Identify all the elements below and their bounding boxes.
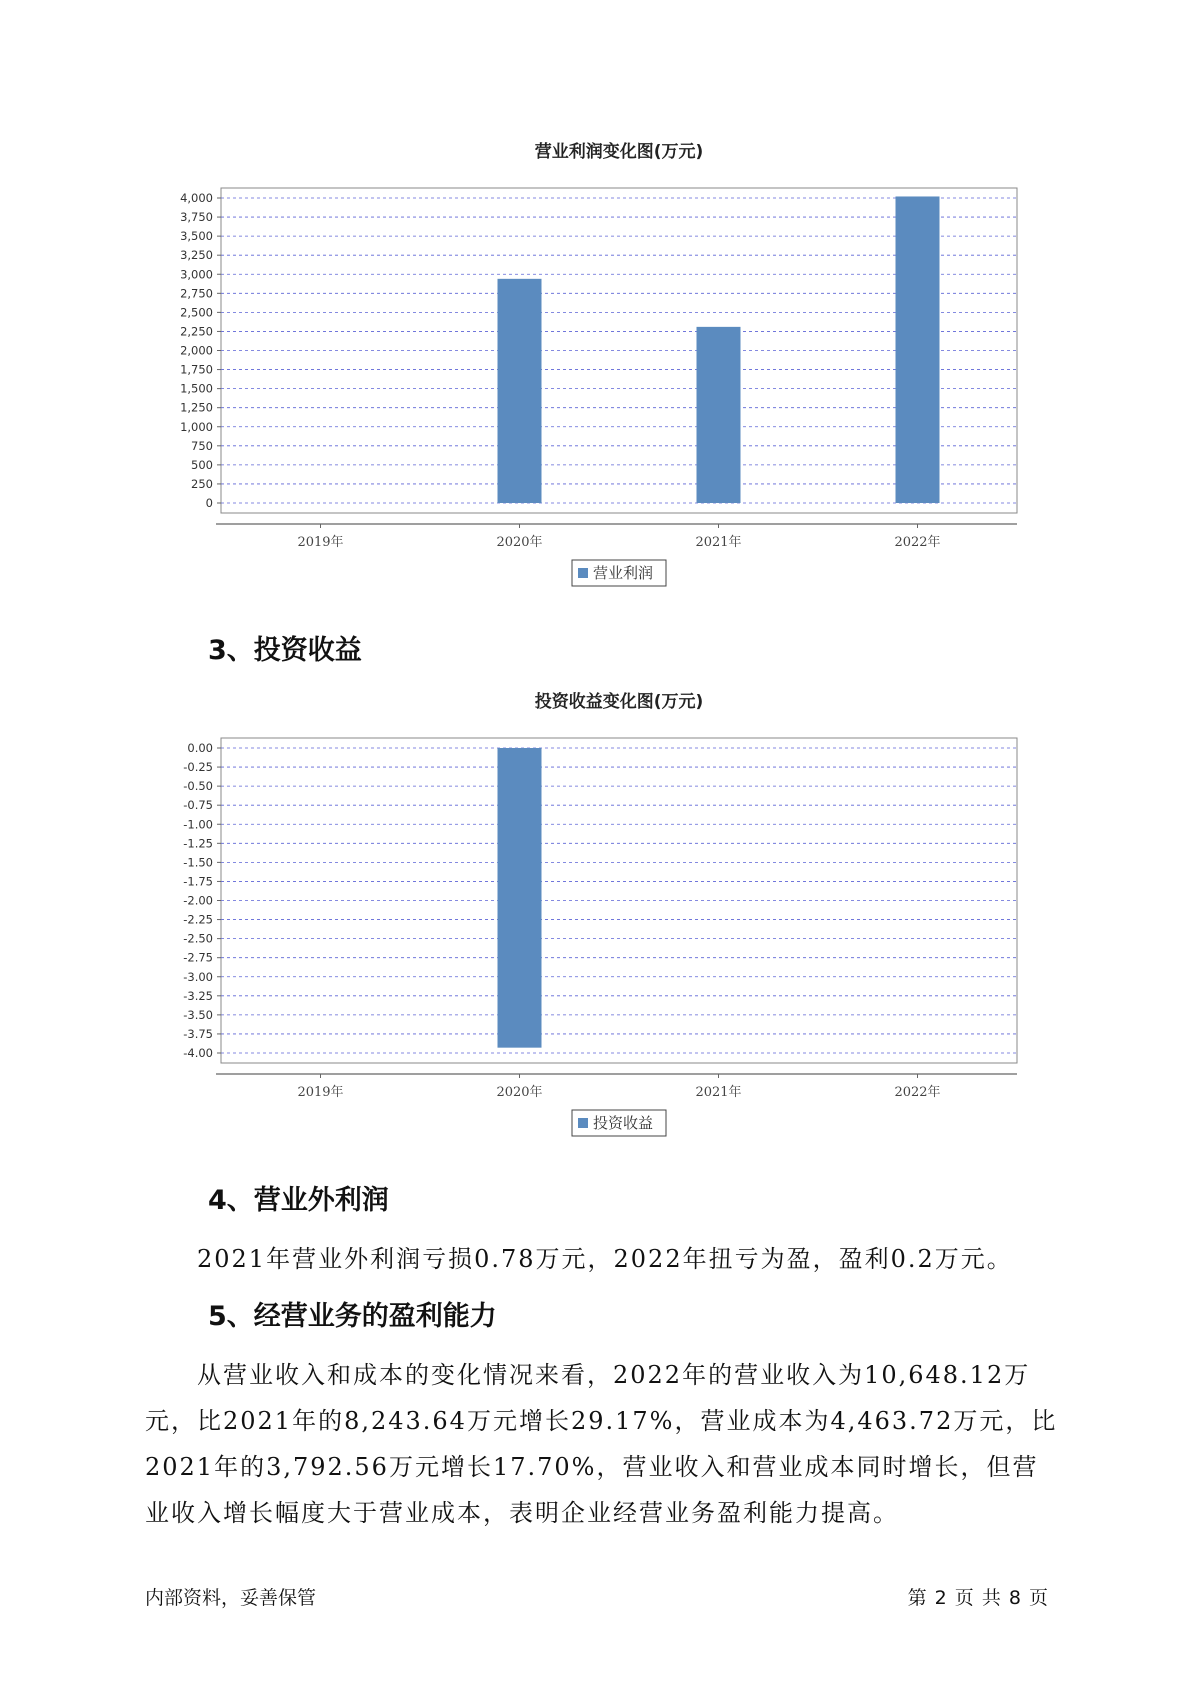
y-tick-label: 1,000 (180, 419, 213, 434)
y-tick-label: 2,000 (180, 343, 213, 358)
footer-page-number: 第 2 页 共 8 页 (907, 1587, 1049, 1609)
y-tick-label: -0.50 (183, 779, 213, 794)
bar-2020年 (498, 748, 542, 1048)
chart-title: 投资收益变化图(万元) (534, 692, 704, 712)
y-tick-label: -1.25 (183, 836, 213, 851)
footer-confidential-note: 内部资料，妥善保管 (145, 1587, 317, 1609)
y-tick-label: -3.00 (183, 969, 213, 984)
y-tick-label: 750 (191, 438, 213, 453)
y-tick-label: -3.75 (183, 1026, 213, 1041)
y-tick-label: -2.50 (183, 931, 213, 946)
y-tick-label: -0.25 (183, 760, 213, 775)
heading-profitability: 5、经营业务的盈利能力 (208, 1301, 497, 1332)
y-tick-label: 3,500 (180, 229, 213, 244)
y-tick-label: 4,000 (180, 191, 213, 205)
legend-swatch (578, 568, 588, 578)
investment-income-chart (0, 680, 1191, 1140)
operating-profit-chart (0, 130, 1191, 590)
y-tick-label: -4.00 (183, 1046, 213, 1060)
y-tick-label: -3.50 (183, 1007, 213, 1022)
y-tick-label: -3.25 (183, 988, 213, 1003)
y-tick-label: 0 (205, 496, 213, 510)
operating-profit-chart-svg (0, 130, 1191, 590)
investment-income-chart-svg (0, 680, 1191, 1140)
y-tick-label: -2.25 (183, 912, 213, 927)
y-tick-label: 1,750 (180, 362, 213, 377)
y-tick-label: 2,500 (180, 305, 213, 320)
x-tick-label: 2019年 (297, 535, 344, 550)
legend-label: 营业利润 (593, 564, 654, 582)
x-tick-label: 2019年 (297, 1085, 344, 1100)
paragraph-non-operating-profit: 2021年营业外利润亏损0.78万元，2022年扭亏为盈，盈利0.2万元。 (197, 1245, 1013, 1273)
bar-2022年 (896, 196, 940, 503)
y-tick-label: 1,500 (180, 381, 213, 396)
x-tick-label: 2020年 (496, 535, 543, 550)
bar-2020年 (498, 279, 542, 503)
y-tick-label: 2,750 (180, 286, 213, 301)
heading-investment-income: 3、投资收益 (208, 635, 362, 666)
y-tick-label: -1.75 (183, 874, 213, 889)
x-tick-label: 2021年 (695, 1085, 742, 1100)
legend-label: 投资收益 (593, 1114, 654, 1132)
x-tick-label: 2021年 (695, 535, 742, 550)
y-tick-label: 500 (191, 457, 213, 472)
y-tick-label: 3,000 (180, 267, 213, 282)
y-tick-label: -1.50 (183, 855, 213, 870)
legend-swatch (578, 1118, 588, 1128)
y-tick-label: -2.75 (183, 950, 213, 965)
y-tick-label: 250 (191, 476, 213, 491)
y-tick-label: -0.75 (183, 798, 213, 813)
y-tick-label: 3,750 (180, 210, 213, 225)
y-tick-label: 0.00 (187, 741, 213, 755)
chart-title: 营业利润变化图(万元) (534, 142, 704, 162)
y-tick-label: 3,250 (180, 248, 213, 263)
heading-non-operating-profit: 4、营业外利润 (208, 1185, 389, 1216)
x-tick-label: 2020年 (496, 1085, 543, 1100)
y-tick-label: 1,250 (180, 400, 213, 415)
y-tick-label: 2,250 (180, 324, 213, 339)
bar-2021年 (697, 327, 741, 503)
x-tick-label: 2022年 (894, 535, 941, 550)
x-tick-label: 2022年 (894, 1085, 941, 1100)
y-tick-label: -2.00 (183, 893, 213, 908)
y-tick-label: -1.00 (183, 817, 213, 832)
paragraph-profitability: 从营业收入和成本的变化情况来看，2022年的营业收入为10,648.12万元，比2021年的8,243.64万元增长29.17%，营业成本为4,463.72万元，比2021年的3,792.56万元增长17.70%，营业收入和营业成本同时增长，但营业收入增长幅度大于营业成本，表明企业经营业务盈利能力提高。 (145, 1361, 1058, 1527)
